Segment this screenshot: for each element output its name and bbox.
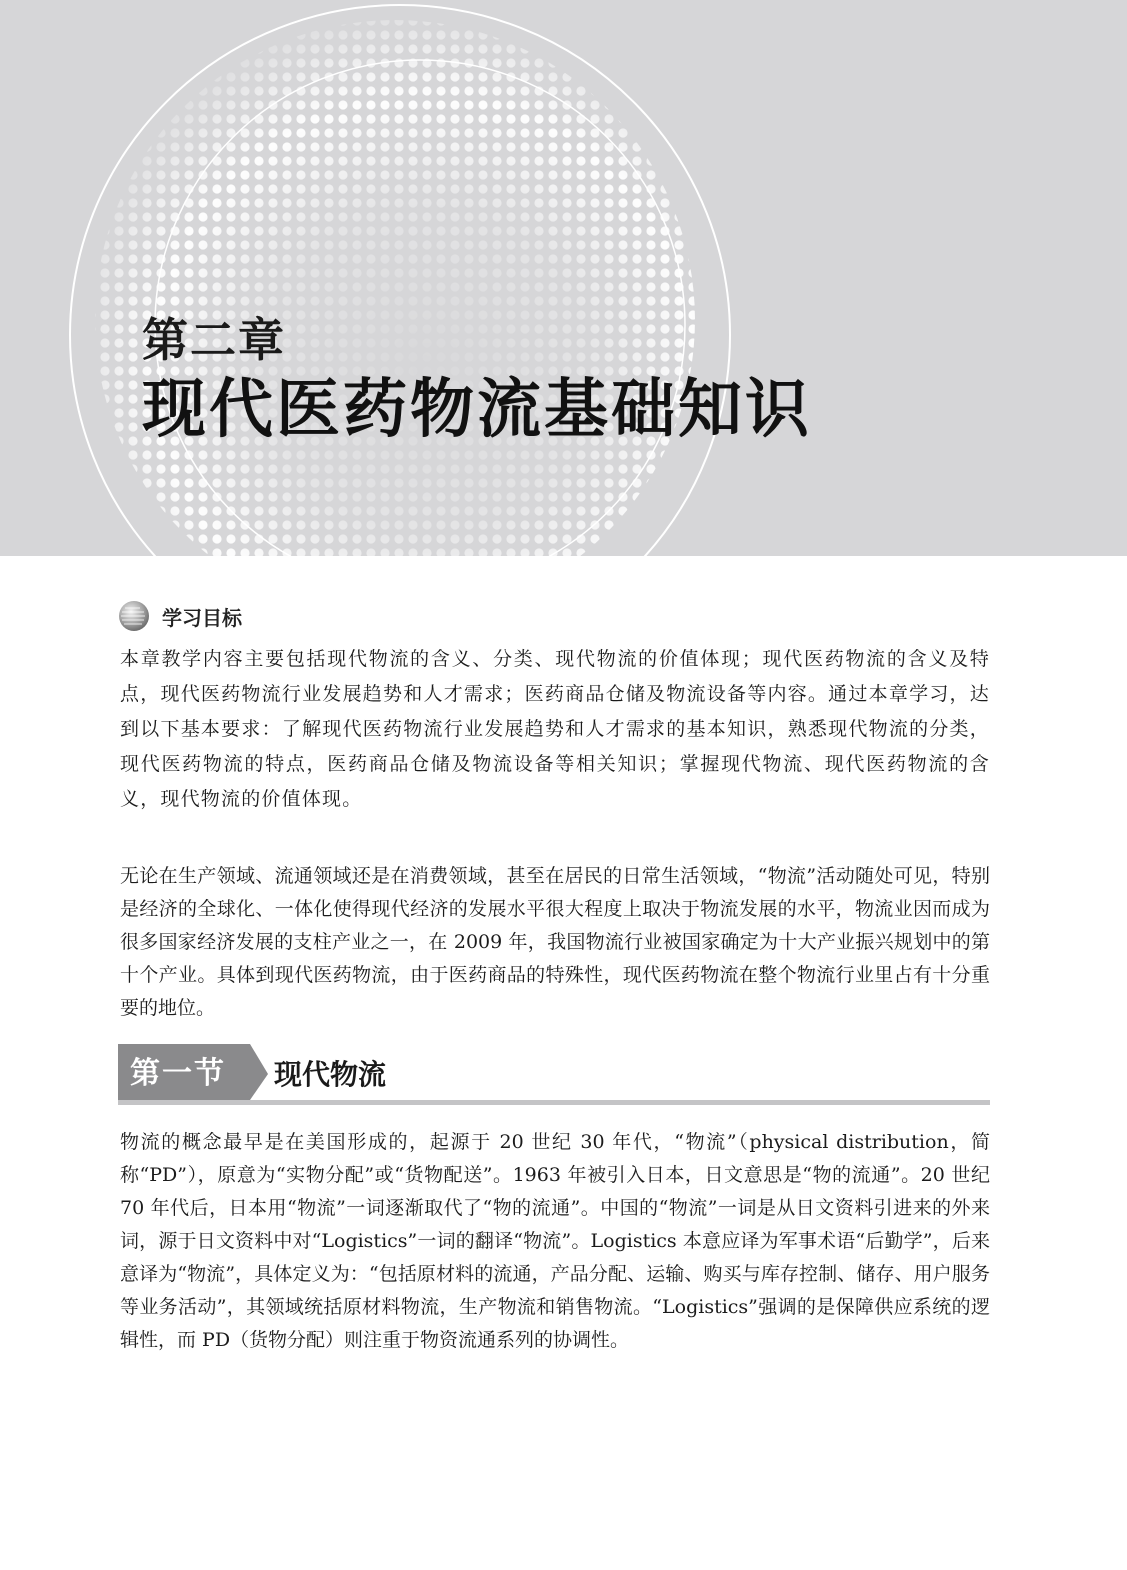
chapter-intro-paragraph: 无论在生产领域、流通领域还是在消费领域，甚至在居民的日常生活领域，“物流”活动随处可见，特别是经济的全球化、一体化使得现代经济的发展水平很大程度上取决于物流发展的水平，物流业因而成为很多国家经济发展的支柱产业之一，在 2009 年，我国物流行业被国家确定为十大产业振兴规划中的第十个产业。具体到现代医药物流，由于医药商品的特殊性，现代医药物流在整个物流行业里占有十分重要的地位。: [120, 865, 990, 1019]
halftone-dots: [0, 0, 1127, 556]
section-tab-shape: [118, 1044, 990, 1106]
section-number: 第一节: [130, 1056, 226, 1091]
section-title: 现代物流: [274, 1058, 387, 1091]
chapter-label: 第二章: [142, 313, 286, 367]
learning-objectives-header: [118, 600, 242, 632]
body-paragraph: 物流的概念最早是在美国形成的，起源于 20 世纪 30 年代，“物流”（physical distribution，简称“PD”），原意为“实物分配”或“货物配送”。1963 年被引入日本，日文意思是“物的流通”。20 世纪 70 年代后，日本用“物流”一词逐渐取代了“物的流通”。中国的“物流”一词是从日文资料引进来的外来词，源于日文资料中对“Logistics”一词的翻译“物流”。Logistics 本意应译为军事术语“后勤学”，后来意译为“物流”，具体定义为：“包括原材料的流通，产品分配、运输、购买与库存控制、储存、用户服务等业务活动”，其领域统括原材料物流，生产物流和销售物流。“Logistics”强调的是保障供应系统的逻辑性，而 PD（货物分配）则注重于物资流通系列的协调性。: [120, 1131, 990, 1351]
chapter-banner: [0, 0, 1127, 556]
chapter-title: 现代医药物流基础知识: [142, 372, 812, 447]
learning-objectives-heading: 学习目标: [162, 605, 242, 630]
banner-decoration: [0, 0, 1127, 556]
sphere-icon: [118, 600, 150, 632]
learning-objectives-text: 本章教学内容主要包括现代物流的含义、分类、现代物流的价值体现；现代医药物流的含义及特点，现代医药物流行业发展趋势和人才需求；医药商品仓储及物流设备等内容。通过本章学习，达到以下基本要求：了解现代医药物流行业发展趋势和人才需求的基本知识，熟悉现代物流的分类，现代医药物流的特点，医药商品仓储及物流设备等相关知识；掌握现代物流、现代医药物流的含义，现代物流的价值体现。: [120, 648, 990, 810]
section-header: [118, 1044, 990, 1106]
